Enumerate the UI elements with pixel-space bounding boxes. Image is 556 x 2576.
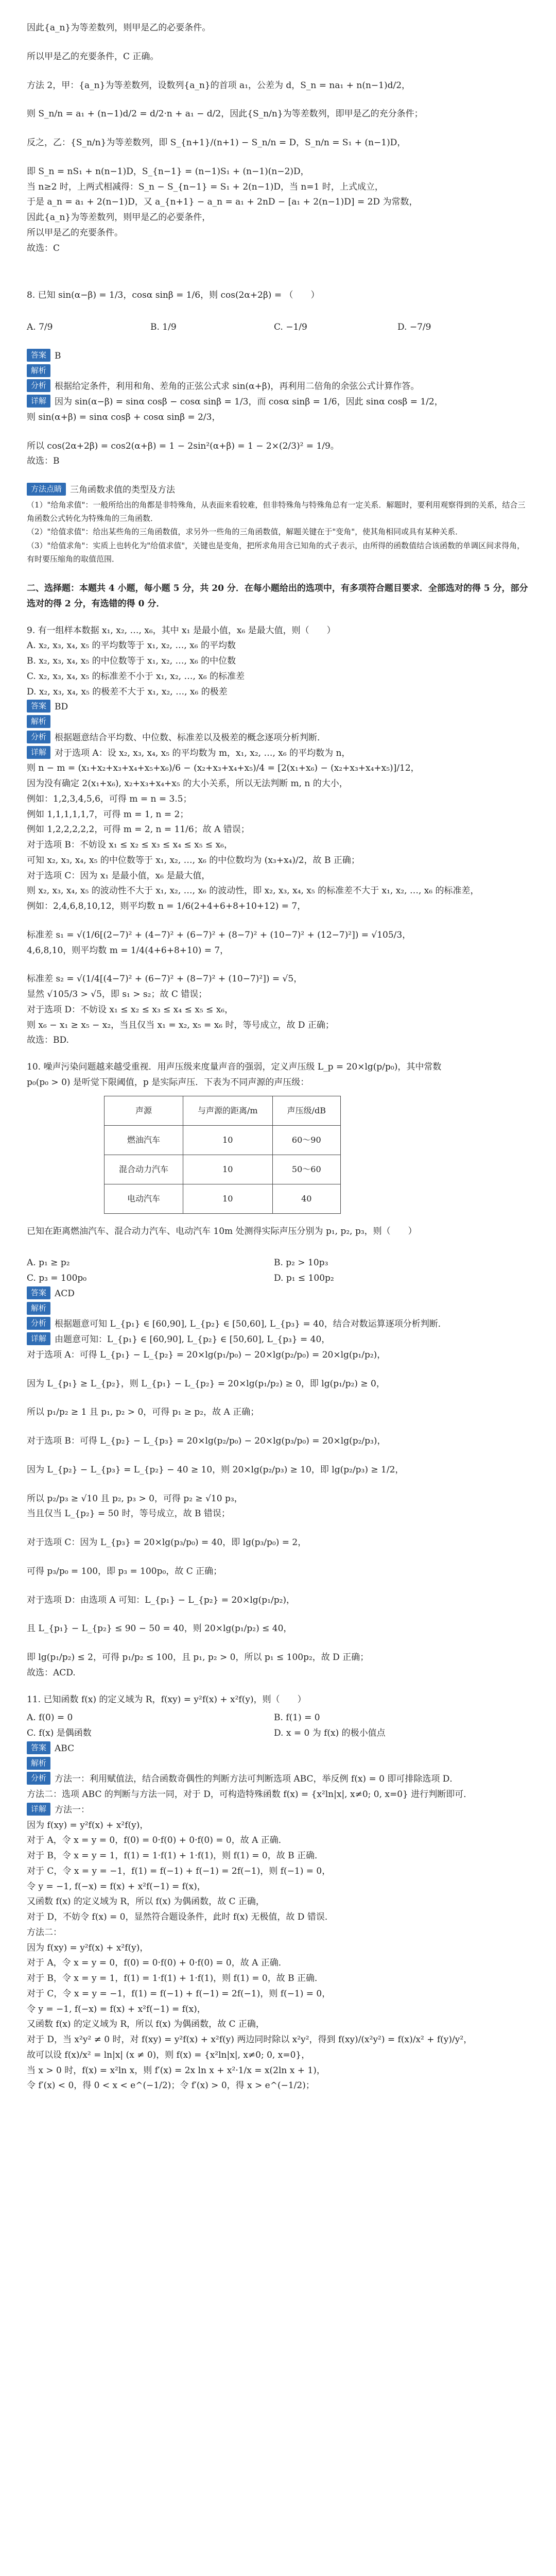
table-cell: 40 [272,1184,340,1213]
table-cell: 60～90 [272,1125,340,1155]
text-line: 对于选项 B：可得 L_{p₂} − L_{p₃} = 20×lg(p₂/p₀) − 20×lg(p₃/p₀) = 20×lg(p₂/p₃)， [27,1436,386,1446]
table-header: 与声源的距离/m [183,1096,273,1125]
option-c: C. x₂, x₃, x₄, x₅ 的标准差不小于 x₁, x₂, …, x₆ 的标准差 [27,671,245,682]
text-line: 所以 p₂/p₃ ≥ √10 且 p₂, p₃ > 0，可得 p₂ ≥ √10 p₃， [27,1493,243,1504]
text-line: 于是 a_n = a₁ + 2(n−1)D，又 a_{n+1} − a_n = a₁ + 2nD − [a₁ + 2(n−1)D] = 2D 为常数， [27,197,418,208]
text-line: 即 S_n = nS₁ + n(n−1)D，S_{n−1} = (n−1)S₁ + (n−1)(n−2)D， [27,166,309,177]
analysis-text: 根据给定条件，利用和角、差角的正弦公式求 sin(α+β)，再利用二倍角的余弦公式计算作答。 [55,381,420,392]
text-line: 对于选项 D：不妨设 x₁ ≤ x₂ ≤ x₃ ≤ x₄ ≤ x₅ ≤ x₆， [27,1004,234,1015]
option-a: A. f(0) = 0 [27,1713,73,1723]
text-line: 方法 2，甲：{a_n}为等差数列，设数列{a_n}的首项 a₁，公差为 d，S_n = na₁ + n(n−1)d/2， [27,80,411,91]
table-row [105,1184,341,1213]
text-line: 对于选项 D：由选项 A 可知：L_{p₁} − L_{p₂} = 20×lg(p₁/p₂)， [27,1595,296,1605]
analysis-tag: 解析 [27,1757,50,1770]
text-line: 则 S_n/n = a₁ + (n−1)d/2 = d/2·n + a₁ − d/2，因此{S_n/n}为等差数列，即甲是乙的充分条件； [27,109,423,120]
section-title: 二、选择题：本题共 4 小题，每小题 5 分，共 20 分．在每小题给出的选项中，有多项符合题目要求．全部选对的得 5 分，部分选对的得 2 分，有选错的得 0 分． [27,583,528,609]
detail-line [27,395,529,410]
answer-line [27,1286,529,1302]
text-line: 对于 D，不妨令 f(x) = 0，显然符合题设条件，此时 f(x) 无极值，故 D 错误． [27,1912,334,1922]
text-line: 对于选项 C：因为 x₁ 是最小值，x₆ 是最大值， [27,870,211,881]
analysis-label [27,1302,529,1317]
analysis-label [27,715,529,731]
option-d: D. −7/9 [397,322,431,332]
option-b: B. p₂ > 10p₃ [274,1258,328,1268]
analysis-text: 根据题意结合平均数、中位数、标准差以及极差的概念逐项分析判断． [55,732,326,743]
answer-line [27,1741,529,1757]
text-line: 例如 1,1,1,1,1,7，可得 m = 1, n = 2； [27,809,189,820]
option-c: C. p₃ = 100p₀ [27,1273,87,1283]
text-line: 当 x > 0 时，f(x) = x²ln x，则 f′(x) = 2x ln x + x²·1/x = x(2ln x + 1)， [27,2065,325,2076]
answer-value: ACD [55,1288,75,1299]
option-d: D. p₁ ≤ 100p₂ [274,1273,334,1283]
text-line: 所以甲是乙的充要条件，C 正确。 [27,51,159,62]
option-b: B. x₂, x₃, x₄, x₅ 的中位数等于 x₁, x₂, …, x₆ 的中位数 [27,656,236,666]
text-line: 对于 B，令 x = y = 1，f(1) = 1·f(1) + 1·f(1)，则 f(1) = 0，故 B 正确． [27,1973,324,1984]
table-header: 声源 [105,1096,183,1125]
table-cell: 电动汽车 [105,1184,183,1213]
text-line: 令 f′(x) < 0，得 0 < x < e^(−1/2)；令 f′(x) > 0，得 x > e^(−1/2)； [27,2080,315,2091]
detail-tag: 详解 [27,746,50,759]
analysis-text: 根据题意可知 L_{p₁} ∈ [60,90], L_{p₂} ∈ [50,60], L_{p₃} = 40，结合对数运算逐项分析判断． [55,1319,447,1330]
question-stem: 11. 已知函数 f(x) 的定义域为 R，f(xy) = y²f(x) + x²f(y)，则（ ） [27,1694,306,1705]
option-a: A. x₂, x₃, x₄, x₅ 的平均数等于 x₁, x₂, …, x₆ 的平均数 [27,640,236,651]
text-line: 对于选项 A：可得 L_{p₁} − L_{p₂} = 20×lg(p₁/p₀) − 20×lg(p₂/p₀) = 20×lg(p₁/p₂)， [27,1349,386,1360]
answer-line [27,700,529,715]
text-line: 所以甲是乙的充要条件。 [27,227,123,238]
detail-line [27,1803,529,1818]
text-line: 故选：ACD. [27,1667,76,1678]
option-a: A. 7/9 [27,322,53,332]
question-stem: 9. 有一组样本数据 x₁, x₂, …, x₆，其中 x₁ 是最小值，x₆ 是最大值，则（ ） [27,625,336,636]
text-line: 则 n − m = (x₁+x₂+x₃+x₄+x₅+x₆)/6 − (x₂+x₃+x₄+x₅)/4 = [2(x₁+x₆) − (x₂+x₃+x₄+x₅)]/12， [27,763,420,774]
text-line: 因此{a_n}为等差数列，则甲是乙的必要条件。 [27,23,211,33]
detail-line [27,746,529,761]
text-line: 则 sin(α+β) = sinα cosβ + cosα sinβ = 2/3， [27,412,221,422]
table-cell: 10 [183,1184,273,1213]
analysis-tag-2: 分析 [27,1772,50,1785]
text-line: 方法二：选项 ABC 的判断与方法一同，对于 D，可构造特殊函数 f(x) = {x²ln|x|, x≠0; 0, x=0} 进行判断即可． [27,1789,473,1800]
table-cell: 燃油汽车 [105,1125,183,1155]
text-line: 显然 √105/3 > √5，即 s₁ > s₂；故 C 错误； [27,989,207,999]
text-line: 例如 1,2,2,2,2,2，可得 m = 2, n = 11/6；故 A 错误； [27,824,250,835]
text-line: 因为没有确定 2(x₁+x₆), x₂+x₃+x₄+x₅ 的大小关系，所以无法判断 m, n 的大小， [27,778,348,789]
table-cell: 10 [183,1125,273,1155]
options [27,320,529,335]
text-line: 标准差 s₁ = √(1/6[(2−7)² + (4−7)² + (6−7)² + (8−7)² + (10−7)² + (12−7)²]) = √105/3， [27,929,411,940]
text-line: 对于 D，当 x²y² ≠ 0 时，对 f(xy) = y²f(x) + x²f(y) 两边同时除以 x²y²，得到 f(xy)/(x²y²) = f(x)/x² + f(y)/y²， [27,2035,473,2045]
detail-line [27,1332,529,1348]
text-line: 因此{a_n}为等差数列，则甲是乙的必要条件， [27,212,211,223]
method-title: 三角函数求值的类型及方法 [70,485,176,495]
text-line: 故选：C [27,243,60,253]
answer-tag: 答案 [27,349,50,362]
text-line: 所以 cos(2α+2β) = cos2(α+β) = 1 − 2sin²(α+β) = 1 − 2×(2/3)² = 1/9。 [27,440,339,451]
detail-tag: 详解 [27,1803,50,1816]
text-line: 可知 x₂, x₃, x₄, x₅ 的中位数等于 x₁, x₂, …, x₆ 的中位数均为 (x₃+x₄)/2，故 B 正确； [27,855,360,866]
table-cell: 10 [183,1155,273,1184]
answer-value: ABC [55,1743,75,1754]
text-line: （2）"给值求值"：给出某些角的三角函数值，求另外一些角的三角函数值，解题关键在于"变角"，使其角相同或具有某种关系． [27,527,463,537]
option-b: B. 1/9 [150,322,177,332]
answer-line [27,349,529,364]
q7-tail [27,21,529,256]
text-line: 例如：1,2,3,4,5,6，可得 m = n = 3.5； [27,793,192,804]
text-line: 反之，乙：{S_n/n}为等差数列，即 S_{n+1}/(n+1) − S_n/n = D，S_n/n = S₁ + (n−1)D， [27,138,406,148]
text-line: 因为 f(xy) = y²f(x) + x²f(y)， [27,1942,149,1953]
text-line: 故选：BD. [27,1035,69,1046]
option-c: C. −1/9 [274,322,307,332]
analysis-text: 方法一：利用赋值法，结合函数奇偶性的判断方法可判断选项 ABC，举反例 f(x) = 0 即可排除选项 D． [55,1774,459,1785]
analysis-line [27,1772,529,1787]
detail-text: 由题意可知：L_{p₁} ∈ [60,90], L_{p₂} ∈ [50,60], L_{p₃} = 40， [55,1334,331,1345]
question-stem: 8. 已知 sin(α−β) = 1/3，cosα sinβ = 1/6，则 cos(2α+2β) = （ ） [27,290,320,301]
option-a: A. p₁ ≥ p₂ [27,1258,70,1268]
analysis-label [27,364,529,380]
text-line: 对于 C，令 x = y = −1，f(1) = f(−1) + f(−1) = 2f(−1)，则 f(−1) = 0， [27,1866,331,1876]
text-line: 当且仅当 L_{p₂} = 50 时，等号成立，故 B 错误； [27,1509,230,1519]
question-10 [27,1060,529,1681]
table-row [105,1155,341,1184]
answer-value: B [55,350,61,361]
detail-tag: 详解 [27,395,50,408]
text-line: 则 x₂, x₃, x₄, x₅ 的波动性不大于 x₁, x₂, …, x₆ 的波动性，即 x₂, x₃, x₄, x₅ 的标准差不大于 x₁, x₂, …, x₆ 的标准差， [27,886,479,896]
options [27,1256,529,1286]
analysis-label [27,1757,529,1772]
text-line: 故选：B [27,456,60,467]
table-cell: 50～60 [272,1155,340,1184]
method-label: 方法一： [55,1804,90,1815]
method-line [27,483,529,498]
question-8 [27,288,529,566]
text-line: 因为 L_{p₂} − L_{p₃} = L_{p₂} − 40 ≥ 10，则 20×lg(p₂/p₃) ≥ 10，即 lg(p₂/p₃) ≥ 1/2， [27,1464,404,1475]
table-header-row [105,1096,341,1125]
options [27,1710,529,1741]
analysis-line [27,731,529,746]
text-line: 又函数 f(x) 的定义域为 R，所以 f(x) 为偶函数，故 C 正确， [27,2019,265,2030]
analysis-tag-2: 分析 [27,379,50,392]
text-line: 可得 p₃/p₀ = 100，即 p₃ = 100p₀，故 C 正确； [27,1566,222,1577]
text-line: 且 L_{p₁} − L_{p₂} ≤ 90 − 50 = 40，则 20×lg(p₁/p₂) ≤ 40， [27,1623,292,1634]
text-line: 对于 A，令 x = y = 0，f(0) = 0·f(0) + 0·f(0) = 0，故 A 正确． [27,1958,287,1969]
text-line: 令 y = −1, f(−x) = f(x) + x²f(−1) = f(x)， [27,1881,206,1892]
question-11 [27,1692,529,2094]
noise-table [104,1096,341,1214]
analysis-line [27,1317,529,1332]
text-line: 即 lg(p₁/p₂) ≤ 2，可得 p₁/p₂ ≤ 100，且 p₁, p₂ > 0，所以 p₁ ≤ 100p₂，故 D 正确； [27,1652,369,1663]
text-line: 故可以设 f(x)/x² = ln|x| (x ≠ 0)，则 f(x) = {x²ln|x|, x≠0; 0, x=0}， [27,2049,310,2060]
table-cell: 混合动力汽车 [105,1155,183,1184]
option-b: B. f(1) = 0 [274,1713,320,1723]
text-line: 又函数 f(x) 的定义域为 R，所以 f(x) 为偶函数，故 C 正确， [27,1896,265,1907]
text-line: 对于 B，令 x = y = 1，f(1) = 1·f(1) + 1·f(1)，则 f(1) = 0，故 B 正确． [27,1851,324,1861]
option-d: D. x = 0 为 f(x) 的极小值点 [274,1728,386,1738]
answer-tag: 答案 [27,1741,50,1754]
text-line: 对于选项 B：不妨设 x₁ ≤ x₂ ≤ x₃ ≤ x₄ ≤ x₅ ≤ x₆， [27,840,233,850]
question-stem: 10. 噪声污染问题越来越受重视．用声压级来度量声音的强弱，定义声压级 L_p = 20×lg(p/p₀)，其中常数 [27,1062,442,1072]
text-line: 则 x₆ − x₁ ≥ x₅ − x₂，当且仅当 x₁ = x₂, x₅ = x₆ 时，等号成立，故 D 正确； [27,1020,334,1030]
option-d: D. x₂, x₃, x₄, x₅ 的极差不大于 x₁, x₂, …, x₆ 的极差 [27,686,228,697]
analysis-line [27,379,529,395]
text-line: 4,6,8,10，则平均数 m = 1/4(4+6+8+10) = 7， [27,945,229,956]
analysis-tag: 解析 [27,715,50,728]
option-c: C. f(x) 是偶函数 [27,1728,92,1738]
analysis-tag-2: 分析 [27,1317,50,1330]
question-stem: p₀(p₀ > 0) 是听觉下限阈值，p 是实际声压．下表为不同声源的声压级： [27,1077,309,1088]
text-line: （3）"给值求角"：实质上也转化为"给值求值"，关键也是变角，把所求角用含已知角的式子表示，由所得的函数值结合该函数的单调区间求得角，有时要压缩角的取值范围． [27,540,525,564]
text-line: 令 y = −1, f(−x) = f(x) + x²f(−1) = f(x)， [27,2004,206,2014]
answer-tag: 答案 [27,1286,50,1299]
text-line: 例如：2,4,6,8,10,12，则平均数 n = 1/6(2+4+6+8+10+12) = 7， [27,901,306,911]
text-line: 当 n≥2 时，上两式相减得：S_n − S_{n−1} = S₁ + 2(n−1)D，当 n=1 时，上式成立， [27,181,384,192]
method-tag: 方法点睛 [27,483,66,496]
question-9 [27,623,529,1049]
table-header: 声压级/dB [272,1096,340,1125]
text-line: 对于选项 C：因为 L_{p₃} = 20×lg(p₃/p₀) = 40，即 lg(p₃/p₀) = 2， [27,1537,307,1548]
text-line: 对于 A，令 x = y = 0，f(0) = 0·f(0) + 0·f(0) = 0，故 A 正确． [27,1835,287,1846]
text-line: 标准差 s₂ = √(1/4[(4−7)² + (6−7)² + (8−7)² + (10−7)²]) = √5， [27,974,303,985]
answer-value: BD [55,702,68,713]
table-row [105,1125,341,1155]
text-line: 因为 L_{p₁} ≥ L_{p₂}，则 L_{p₁} − L_{p₂} = 20×lg(p₁/p₂) ≥ 0，即 lg(p₁/p₂) ≥ 0， [27,1378,385,1389]
text-line: （1）"给角求值"：一般所给出的角都是非特殊角，从表面来看较难，但非特殊角与特殊角总有一定关系．解题时，要利用观察得到的关系，结合三角函数公式转化为特殊角的三角函数． [27,500,526,523]
analysis-tag-2: 分析 [27,731,50,743]
analysis-tag: 解析 [27,364,50,377]
detail-tag: 详解 [27,1332,50,1345]
detail-text: 对于选项 A：设 x₂, x₃, x₄, x₅ 的平均数为 m，x₁, x₂, …, x₆ 的平均数为 n， [55,748,351,758]
text-line: 所以 p₁/p₂ ≥ 1 且 p₁, p₂ > 0，可得 p₁ ≥ p₂，故 A 正确； [27,1407,259,1418]
analysis-tag: 解析 [27,1302,50,1315]
text-line: 对于 C，令 x = y = −1，f(1) = f(−1) + f(−1) = 2f(−1)，则 f(−1) = 0， [27,1988,331,1999]
question-stem: 已知在距离燃油汽车、混合动力汽车、电动汽车 10m 处测得实际声压分别为 p₁, p₂, p₃，则（ ） [27,1226,417,1236]
text-line: 因为 f(xy) = y²f(x) + x²f(y)， [27,1820,149,1831]
method-label: 方法二： [27,1927,62,1938]
detail-text: 因为 sin(α−β) = sinα cosβ − cosα sinβ = 1/3，而 cosα sinβ = 1/6，因此 sinα cosβ = 1/2， [55,397,443,407]
answer-tag: 答案 [27,700,50,713]
